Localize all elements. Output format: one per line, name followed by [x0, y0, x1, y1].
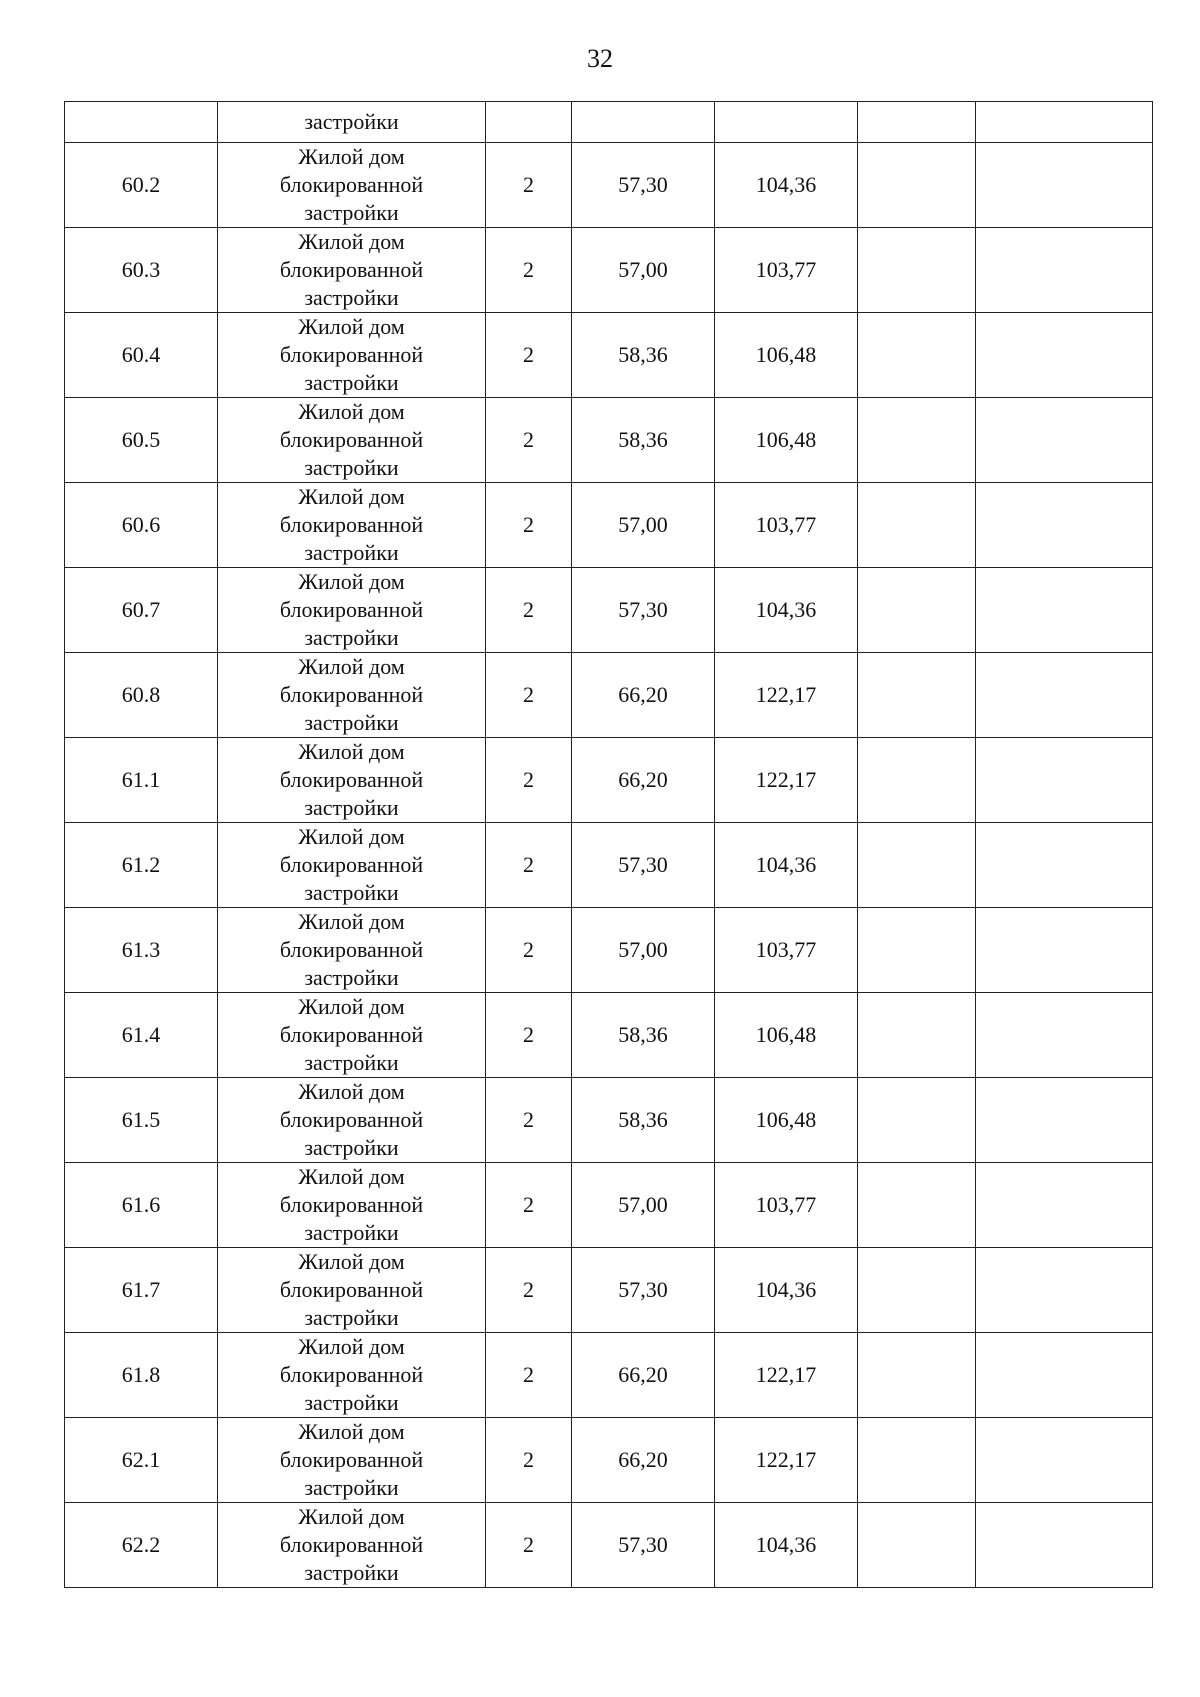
cell-number — [65, 102, 218, 143]
cell-name-line: застройки — [304, 880, 399, 905]
table-row — [65, 993, 1153, 1078]
cell-name — [218, 908, 486, 993]
cell-empty — [858, 1078, 976, 1163]
cell-name — [218, 398, 486, 483]
table-row — [65, 313, 1153, 398]
cell-name — [218, 1248, 486, 1333]
cell-empty — [976, 1333, 1153, 1418]
cell-area: 57,30 — [572, 1248, 715, 1333]
cell-name-line: застройки — [304, 200, 399, 225]
cell-total-area: 122,17 — [715, 653, 858, 738]
cell-empty — [976, 102, 1153, 143]
cell-total-area: 122,17 — [715, 1418, 858, 1503]
cell-name — [218, 313, 486, 398]
cell-total-area: 104,36 — [715, 568, 858, 653]
cell-name-line: Жилой дом — [298, 569, 405, 594]
cell-total-area: 103,77 — [715, 908, 858, 993]
cell-name-line: блокированной — [279, 172, 424, 197]
cell-total-area: 103,77 — [715, 228, 858, 313]
cell-empty — [976, 228, 1153, 313]
cell-name-line: Жилой дом — [298, 1164, 405, 1189]
cell-area: 57,30 — [572, 143, 715, 228]
cell-area: 58,36 — [572, 1078, 715, 1163]
cell-number: 61.7 — [65, 1248, 218, 1333]
cell-total-area: 104,36 — [715, 1248, 858, 1333]
cell-name-line: застройки — [304, 1305, 399, 1330]
cell-area: 66,20 — [572, 1333, 715, 1418]
table-row — [65, 653, 1153, 738]
cell-name-line: блокированной — [279, 597, 424, 622]
cell-floors: 2 — [486, 483, 572, 568]
cell-number: 61.2 — [65, 823, 218, 908]
cell-number: 61.1 — [65, 738, 218, 823]
cell-number: 61.3 — [65, 908, 218, 993]
cell-name-line: Жилой дом — [298, 484, 405, 509]
buildings-table — [64, 101, 1153, 1588]
cell-name-line: Жилой дом — [298, 314, 405, 339]
cell-empty — [858, 313, 976, 398]
cell-name-line: блокированной — [279, 767, 424, 792]
cell-total-area: 103,77 — [715, 1163, 858, 1248]
cell-floors: 2 — [486, 908, 572, 993]
cell-empty — [976, 738, 1153, 823]
cell-name — [218, 228, 486, 313]
cell-number: 60.4 — [65, 313, 218, 398]
cell-number: 60.7 — [65, 568, 218, 653]
cell-name — [218, 1503, 486, 1588]
cell-empty — [858, 993, 976, 1078]
cell-name-line: застройки — [304, 795, 399, 820]
page-number: 32 — [587, 44, 613, 73]
cell-total-area: 106,48 — [715, 313, 858, 398]
cell-total-area: 104,36 — [715, 823, 858, 908]
cell-name-line: Жилой дом — [298, 654, 405, 679]
table-row — [65, 1248, 1153, 1333]
cell-empty — [976, 1163, 1153, 1248]
cell-name-line: Жилой дом — [298, 399, 405, 424]
cell-name-line: Жилой дом — [298, 994, 405, 1019]
cell-area: 58,36 — [572, 993, 715, 1078]
cell-name-line: Жилой дом — [298, 1079, 405, 1104]
cell-empty — [976, 483, 1153, 568]
cell-empty — [976, 313, 1153, 398]
cell-empty — [858, 1248, 976, 1333]
cell-number: 61.4 — [65, 993, 218, 1078]
cell-number: 60.2 — [65, 143, 218, 228]
cell-floors: 2 — [486, 1418, 572, 1503]
table-row — [65, 568, 1153, 653]
cell-floors: 2 — [486, 228, 572, 313]
cell-number: 60.5 — [65, 398, 218, 483]
cell-name-line: блокированной — [279, 682, 424, 707]
cell-number: 62.1 — [65, 1418, 218, 1503]
cell-floors: 2 — [486, 653, 572, 738]
cell-total-area: 122,17 — [715, 1333, 858, 1418]
cell-empty — [976, 568, 1153, 653]
cell-name — [218, 483, 486, 568]
cell-name-line: застройки — [304, 285, 399, 310]
cell-floors: 2 — [486, 313, 572, 398]
cell-total-area: 122,17 — [715, 738, 858, 823]
cell-total-area: 104,36 — [715, 143, 858, 228]
cell-empty — [858, 143, 976, 228]
cell-empty — [858, 398, 976, 483]
cell-empty — [976, 653, 1153, 738]
cell-name-line: застройки — [304, 1390, 399, 1415]
cell-number: 62.2 — [65, 1503, 218, 1588]
cell-name-line: Жилой дом — [298, 1419, 405, 1444]
cell-area: 57,00 — [572, 1163, 715, 1248]
cell-empty — [858, 102, 976, 143]
table-row — [65, 908, 1153, 993]
cell-name — [218, 143, 486, 228]
cell-name-line: Жилой дом — [298, 739, 405, 764]
cell-name-line: блокированной — [279, 852, 424, 877]
cell-name-line: блокированной — [279, 512, 424, 537]
cell-area: 66,20 — [572, 1418, 715, 1503]
cell-total-area — [715, 102, 858, 143]
cell-name-line: Жилой дом — [298, 1334, 405, 1359]
cell-name-line: блокированной — [279, 1362, 424, 1387]
table-row — [65, 1418, 1153, 1503]
cell-name — [218, 738, 486, 823]
cell-empty — [858, 823, 976, 908]
cell-empty — [858, 738, 976, 823]
cell-area: 57,30 — [572, 1503, 715, 1588]
cell-name-line: Жилой дом — [298, 144, 405, 169]
cell-empty — [858, 483, 976, 568]
cell-number: 60.3 — [65, 228, 218, 313]
cell-floors: 2 — [486, 738, 572, 823]
cell-number: 61.8 — [65, 1333, 218, 1418]
cell-name-line: застройки — [304, 965, 399, 990]
cell-name-line: застройки — [304, 1475, 399, 1500]
cell-empty — [858, 908, 976, 993]
cell-area — [572, 102, 715, 143]
cell-area: 57,00 — [572, 483, 715, 568]
cell-name-line: застройки — [304, 1560, 399, 1585]
cell-area: 57,30 — [572, 568, 715, 653]
cell-total-area: 104,36 — [715, 1503, 858, 1588]
cell-name-line: Жилой дом — [298, 1504, 405, 1529]
cell-area: 58,36 — [572, 313, 715, 398]
table-row — [65, 143, 1153, 228]
cell-floors: 2 — [486, 1163, 572, 1248]
cell-name-line: блокированной — [279, 1277, 424, 1302]
cell-area: 57,00 — [572, 228, 715, 313]
cell-name — [218, 993, 486, 1078]
cell-name-line: застройки — [304, 710, 399, 735]
cell-name-line: застройки — [304, 370, 399, 395]
cell-floors: 2 — [486, 398, 572, 483]
cell-floors: 2 — [486, 823, 572, 908]
cell-floors: 2 — [486, 1333, 572, 1418]
cell-name — [218, 653, 486, 738]
cell-total-area: 106,48 — [715, 398, 858, 483]
cell-empty — [976, 398, 1153, 483]
table-row — [65, 398, 1153, 483]
table-row — [65, 228, 1153, 313]
table-row — [65, 1163, 1153, 1248]
cell-area: 66,20 — [572, 738, 715, 823]
cell-name-line: Жилой дом — [298, 229, 405, 254]
cell-name-line: застройки — [304, 455, 399, 480]
table-row — [65, 1078, 1153, 1163]
cell-name — [218, 568, 486, 653]
cell-empty — [858, 1418, 976, 1503]
cell-name-line: блокированной — [279, 1107, 424, 1132]
cell-empty — [976, 1078, 1153, 1163]
table-row — [65, 738, 1153, 823]
cell-empty — [858, 1163, 976, 1248]
cell-name-line: Жилой дом — [298, 909, 405, 934]
cell-floors: 2 — [486, 568, 572, 653]
cell-name — [218, 1418, 486, 1503]
cell-number: 60.6 — [65, 483, 218, 568]
cell-floors: 2 — [486, 1248, 572, 1333]
cell-name — [218, 823, 486, 908]
cell-name-line: застройки — [304, 625, 399, 650]
cell-empty — [858, 653, 976, 738]
cell-name-line: блокированной — [279, 937, 424, 962]
cell-floors: 2 — [486, 1503, 572, 1588]
cell-area: 57,30 — [572, 823, 715, 908]
cell-total-area: 106,48 — [715, 1078, 858, 1163]
cell-name — [218, 1333, 486, 1418]
table-row — [65, 1503, 1153, 1588]
cell-name-line: Жилой дом — [298, 1249, 405, 1274]
cell-name-line: блокированной — [279, 427, 424, 452]
cell-empty — [858, 1503, 976, 1588]
table-row — [65, 483, 1153, 568]
cell-total-area: 106,48 — [715, 993, 858, 1078]
cell-name-line: блокированной — [279, 1192, 424, 1217]
cell-number: 60.8 — [65, 653, 218, 738]
cell-floors: 2 — [486, 993, 572, 1078]
cell-name — [218, 1078, 486, 1163]
cell-total-area: 103,77 — [715, 483, 858, 568]
cell-name: застройки — [218, 102, 486, 143]
cell-name-line: застройки — [304, 1050, 399, 1075]
cell-name — [218, 1163, 486, 1248]
cell-empty — [858, 1333, 976, 1418]
cell-floors — [486, 102, 572, 143]
cell-name-line: застройки — [304, 1220, 399, 1245]
cell-empty — [976, 993, 1153, 1078]
cell-area: 57,00 — [572, 908, 715, 993]
cell-name-line: Жилой дом — [298, 824, 405, 849]
cell-name-line: блокированной — [279, 1532, 424, 1557]
table-body — [65, 102, 1153, 1588]
continuation-row — [65, 102, 1153, 143]
cell-empty — [976, 1418, 1153, 1503]
cell-floors: 2 — [486, 143, 572, 228]
cell-area: 66,20 — [572, 653, 715, 738]
table-row — [65, 823, 1153, 908]
cell-empty — [976, 1248, 1153, 1333]
cell-empty — [976, 908, 1153, 993]
cell-empty — [976, 1503, 1153, 1588]
cell-number: 61.5 — [65, 1078, 218, 1163]
cell-empty — [858, 228, 976, 313]
cell-name-line: блокированной — [279, 257, 424, 282]
cell-floors: 2 — [486, 1078, 572, 1163]
cell-empty — [976, 823, 1153, 908]
cell-area: 58,36 — [572, 398, 715, 483]
cell-name-line: блокированной — [279, 342, 424, 367]
cell-name-line: блокированной — [279, 1022, 424, 1047]
cell-name-line: застройки — [304, 1135, 399, 1160]
cell-empty — [976, 143, 1153, 228]
cell-number: 61.6 — [65, 1163, 218, 1248]
cell-name-line: блокированной — [279, 1447, 424, 1472]
cell-empty — [858, 568, 976, 653]
table-row — [65, 1333, 1153, 1418]
cell-name-line: застройки — [304, 540, 399, 565]
